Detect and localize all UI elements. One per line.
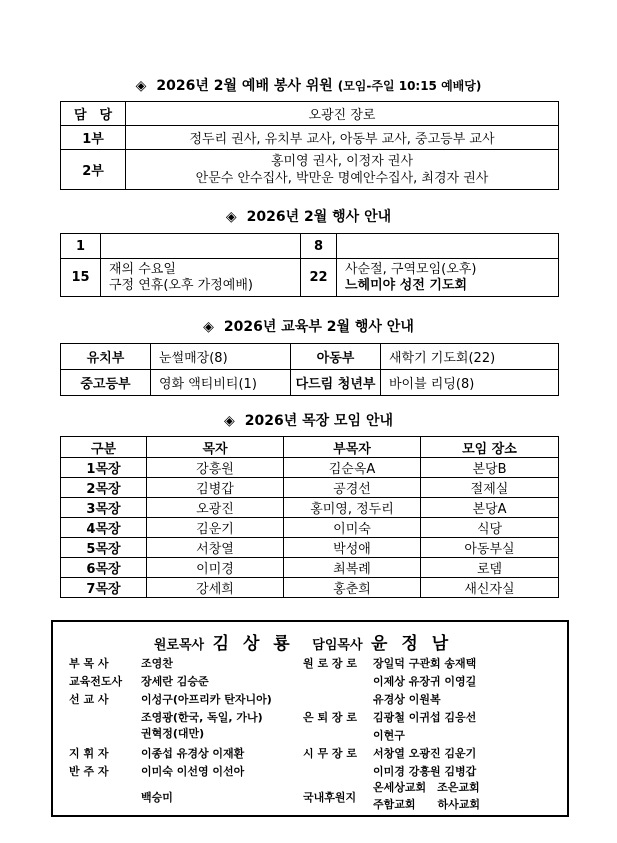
diamond-icon: ◈ (225, 209, 237, 225)
staff-names: 백승미 (141, 791, 173, 804)
edu-title: ◈ 2026년 교육부 2월 행사 안내 (203, 319, 414, 335)
event-desc: 사순절, 구역모임(오후) 느헤미야 성전 기도회 (337, 259, 559, 297)
edu-event: 새학기 기도회(22) (381, 344, 559, 370)
diamond-icon: ◈ (135, 78, 147, 94)
support-names: 주함교회 하사교회 (373, 798, 481, 811)
table-row: 3목장 오광진 홍미영, 정두리 본당A (61, 498, 559, 518)
service-table (60, 101, 559, 190)
staff-names: 이종섭 유경상 이재환 (141, 747, 245, 760)
edu-event: 눈썰매장(8) (151, 344, 291, 370)
table-row: 1목장 강흥원 김순옥A 본당B (61, 458, 559, 478)
edu-dept: 다드림 청년부 (291, 370, 381, 396)
service-header-label: 담 당 (61, 102, 126, 126)
groups-header: 모임 장소 (421, 437, 559, 458)
senior-pastor-name: 윤 정 남 (371, 634, 453, 654)
events-title: ◈ 2026년 2월 행사 안내 (225, 209, 392, 225)
service-row-label: 2부 (61, 150, 126, 190)
staff-names: 이미숙 이선영 이선아 (141, 765, 245, 778)
elder-names: 장일덕 구관회 송재택 (373, 657, 477, 670)
staff-names: 이성구(아프리카 탄자니아) (141, 693, 272, 706)
edu-table (60, 343, 559, 396)
elder-label: 은 퇴 장 로 (303, 711, 357, 724)
service-row-label: 1부 (61, 126, 126, 150)
staff-label: 반 주 자 (69, 765, 109, 778)
staff-names: 조영광(한국, 독일, 가나) (141, 711, 263, 724)
groups-header: 구분 (61, 437, 147, 458)
event-desc: 재의 수요일 구정 연휴(오후 가정예배) (101, 259, 301, 297)
pastors-title: 원로목사 김 상 룡 담임목사 윤 정 남 (153, 634, 453, 654)
edu-dept: 아동부 (291, 344, 381, 370)
elder-label: 원 로 장 로 (303, 657, 357, 670)
staff-names: 장세란 김승준 (141, 675, 209, 688)
diamond-icon: ◈ (223, 413, 235, 429)
service-row-value: 홍미영 권사, 이정자 권사 안문수 안수집사, 박만운 명예안수집사, 최경자 권사 (126, 150, 559, 190)
staff-label: 교육전도사 (69, 675, 123, 688)
event-day: 8 (301, 234, 337, 259)
table-row: 5목장 서창열 박성애 아동부실 (61, 538, 559, 558)
elder-names: 김광철 이귀섭 김응선 (373, 711, 477, 724)
event-day: 15 (61, 259, 101, 297)
edu-dept: 중고등부 (61, 370, 151, 396)
elder-names: 이미경 강흥원 김병갑 (373, 765, 477, 778)
senior-pastor-emeritus-name: 김 상 룡 (212, 634, 294, 654)
table-row: 7목장 강세희 홍춘희 새신자실 (61, 578, 559, 598)
service-title: ◈ 2026년 2월 예배 봉사 위원 (모임-주일 10:15 예배당) (135, 78, 482, 94)
staff-label: 부 목 사 (69, 657, 109, 670)
elder-names: 유경상 이원복 (373, 693, 441, 706)
elder-names: 이제상 유장귀 이영길 (373, 675, 477, 688)
service-note: (모임-주일 10:15 예배당) (337, 79, 482, 93)
event-day: 1 (61, 234, 101, 259)
support-label: 국내후원지 (303, 791, 357, 804)
staff-names: 권혁정(대만) (141, 727, 205, 740)
event-day: 22 (301, 259, 337, 297)
service-row-value: 정두리 권사, 유치부 교사, 아동부 교사, 중고등부 교사 (126, 126, 559, 150)
elder-names: 이현구 (373, 729, 405, 742)
groups-header: 목자 (147, 437, 284, 458)
edu-event: 영화 액티비티(1) (151, 370, 291, 396)
edu-event: 바이블 리딩(8) (381, 370, 559, 396)
staff-label: 선 교 사 (69, 693, 109, 706)
edu-dept: 유치부 (61, 344, 151, 370)
pastors-box (51, 620, 569, 817)
groups-header: 부목자 (284, 437, 421, 458)
table-row: 4목장 김운기 이미숙 식당 (61, 518, 559, 538)
service-header-value: 오광진 장로 (126, 102, 559, 126)
events-table (60, 233, 559, 297)
elder-names: 서창열 오광진 김운기 (373, 747, 477, 760)
groups-table (60, 436, 559, 598)
staff-label: 지 휘 자 (69, 747, 109, 760)
event-desc (337, 234, 559, 259)
groups-title: ◈ 2026년 목장 모임 안내 (223, 413, 394, 429)
support-names: 온세상교회 조은교회 (373, 781, 480, 794)
elder-label: 시 무 장 로 (303, 747, 357, 760)
diamond-icon: ◈ (203, 319, 214, 335)
table-row: 2목장 김병갑 공경선 절제실 (61, 478, 559, 498)
staff-names: 조영찬 (141, 657, 173, 670)
event-desc (101, 234, 301, 259)
table-row: 6목장 이미경 최복례 로뎀 (61, 558, 559, 578)
